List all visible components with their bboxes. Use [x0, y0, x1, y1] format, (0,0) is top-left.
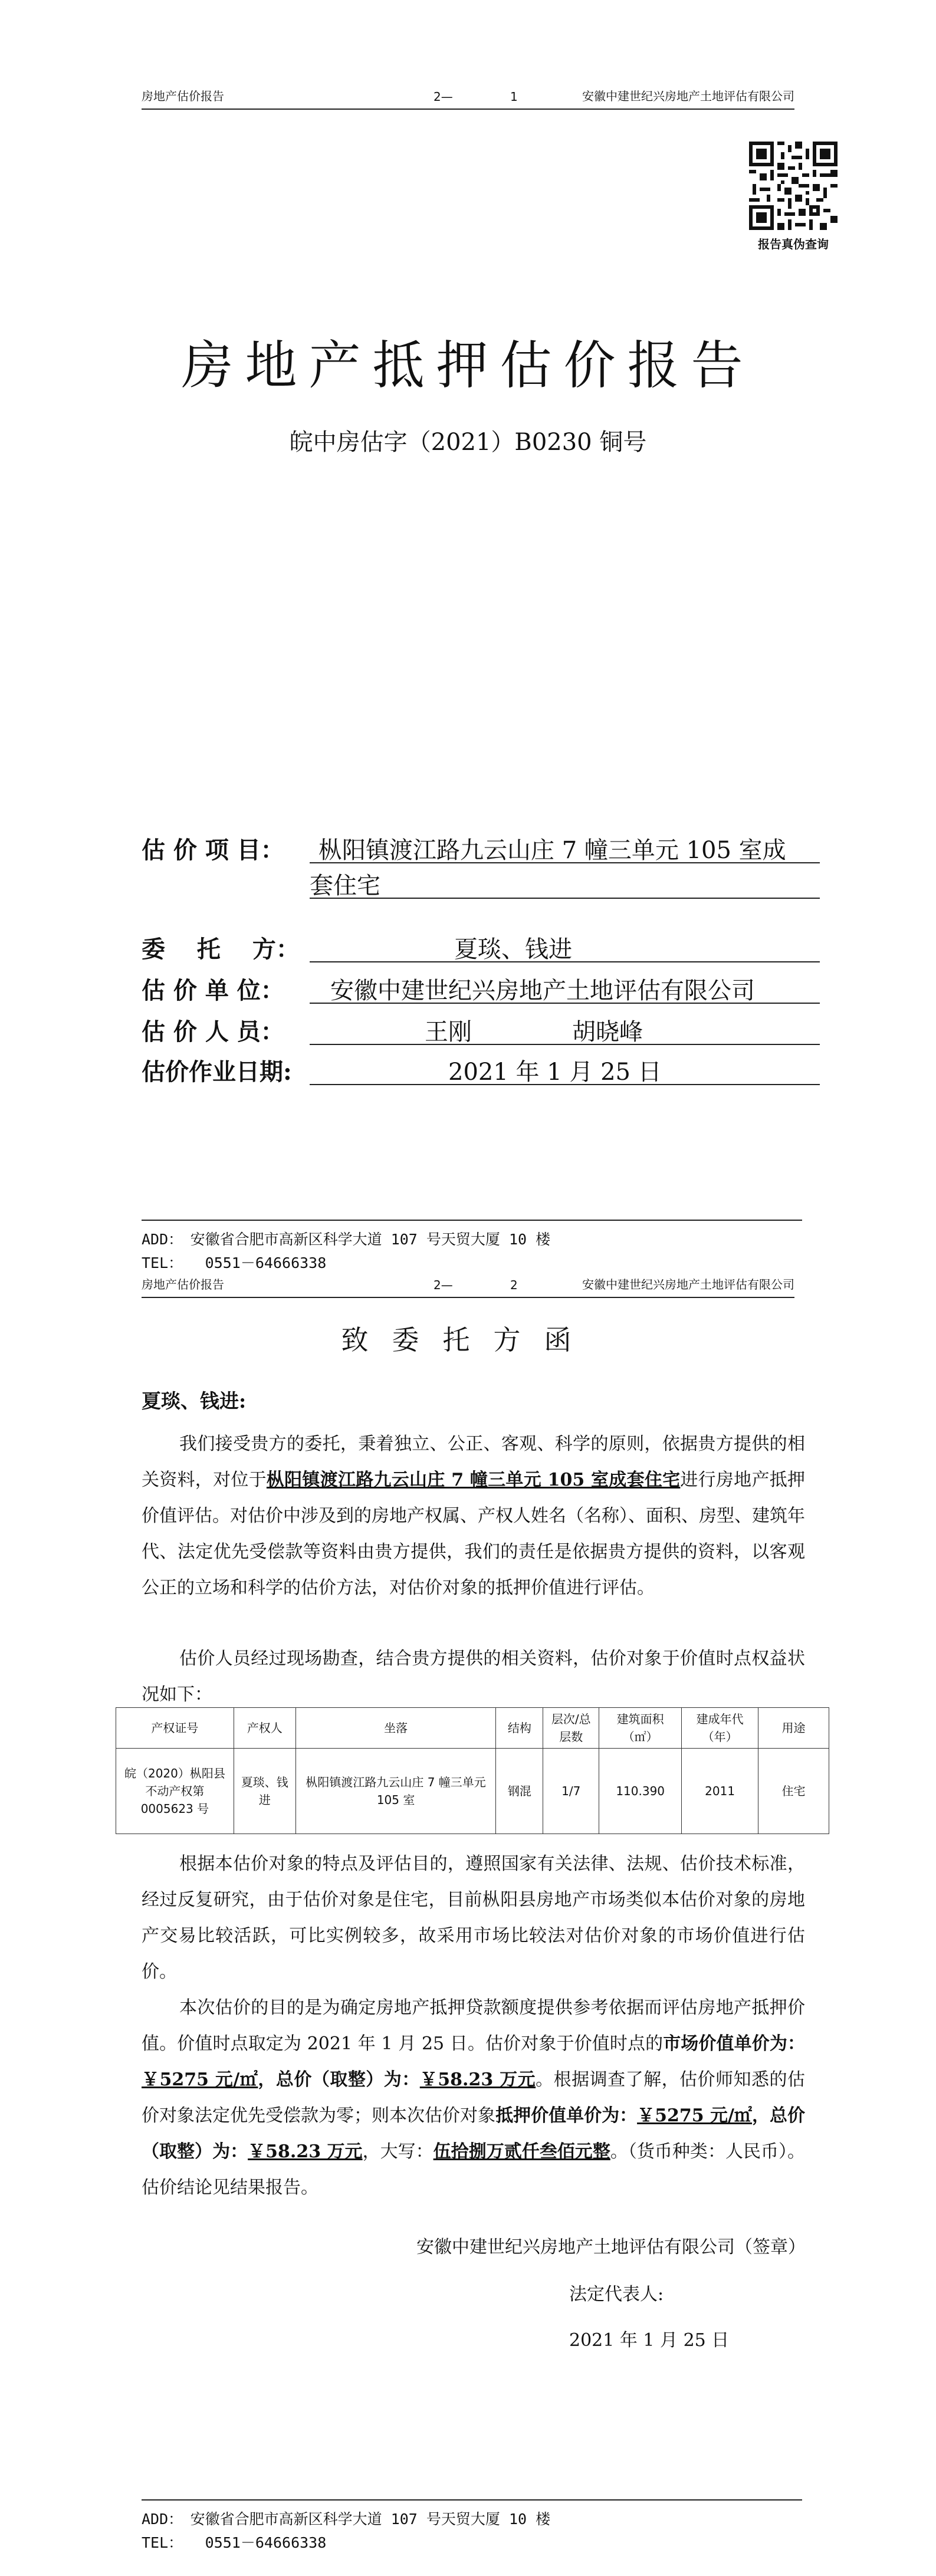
field-client-value: 夏琰、钱进	[454, 936, 572, 963]
field-date-value: 2021 年 1 月 25 日	[448, 1059, 662, 1086]
underline	[310, 961, 820, 962]
underline	[310, 862, 820, 863]
table-header-cell: 建成年代（年）	[682, 1708, 758, 1749]
para4-text-a: 本次估价的目的是为确定房地产抵押贷款额度提供参考依据而评估房地产抵押价值。价值时点取定为 2021 年 1 月 25 日。估价对象于价值时点的	[142, 1997, 805, 2054]
field-appraisers	[142, 1013, 826, 1047]
market-total-label: ，总价（取整）为：	[258, 2069, 420, 2090]
field-project-value-cont: 套住宅	[310, 872, 380, 899]
mortgage-total-price: ￥58.23 万元	[248, 2141, 363, 2162]
underline	[310, 898, 820, 899]
footer-address: ADD： 安徽省合肥市高新区科学大道 107 号天贸大厦 10 楼	[142, 2511, 551, 2528]
footer-tel: TEL： 0551－64666338	[142, 1254, 327, 1271]
footer-divider	[142, 1220, 802, 1221]
field-client	[142, 931, 826, 965]
field-date	[142, 1053, 826, 1087]
qr-code-icon[interactable]	[749, 142, 838, 230]
table-cell: 枞阳镇渡江路九云山庄 7 幢三单元 105 室	[295, 1749, 496, 1834]
footer-divider	[142, 2499, 802, 2501]
header-page-number: 1	[510, 90, 518, 104]
table-cell: 夏琰、钱进	[234, 1749, 295, 1834]
table-header-cell: 结构	[496, 1708, 543, 1749]
para4-text-c: ，大写：	[362, 2141, 433, 2162]
table-cell: 皖（2020）枞阳县不动产权第0005623 号	[116, 1749, 234, 1834]
table-cell: 钢混	[496, 1749, 543, 1834]
table-row	[116, 1749, 829, 1834]
para1-property-address: 枞阳镇渡江路九云山庄 7 幢三单元 105 室成套住宅	[266, 1470, 681, 1490]
para1-text-a: 我们接受贵方的委托，秉着独立、公正、客观、科学的原则，依据贵方提供的相关资料，对位于	[142, 1434, 805, 1490]
qr-code-label: 报告真伪查询	[758, 237, 829, 251]
report-title: 房地产抵押估价报告	[181, 335, 755, 396]
letter-paragraph-1	[142, 1426, 805, 1606]
table-header-cell: 产权证号	[116, 1708, 234, 1749]
para4-text-b: 。根据调查了解，估价师知悉的估价对象法定优先受偿款为零；则本次估价对象	[142, 2069, 806, 2126]
field-unit-value: 安徽中建世纪兴房地产土地评估有限公司	[330, 977, 755, 1004]
para4-text-d: 。（货币种类：人民币）。估价结论见结果报告。	[142, 2141, 806, 2198]
table-header-cell: 产权人	[234, 1708, 295, 1749]
header-page-number: 2	[510, 1278, 518, 1292]
page-header	[142, 1271, 794, 1298]
signature-date: 2021 年 1 月 25 日	[569, 2330, 730, 2351]
underline	[310, 1003, 820, 1004]
cover-page	[0, 0, 936, 1287]
table-header-cell: 建筑面积（㎡）	[599, 1708, 682, 1749]
letter-title: 致委托方函	[341, 1324, 595, 1356]
table-header-cell: 坐落	[295, 1708, 496, 1749]
underline	[310, 1084, 820, 1085]
table-header-row	[116, 1708, 829, 1749]
table-cell: 110.390	[599, 1749, 682, 1834]
field-project	[142, 832, 826, 902]
letter-paragraph-4	[142, 1990, 805, 2206]
field-client-label: 委 托 方：	[142, 935, 300, 963]
table-cell: 1/7	[543, 1749, 599, 1834]
field-unit-label: 估 价 单 位：	[142, 977, 284, 1004]
signature-legal-rep: 法定代表人:	[569, 2284, 664, 2305]
header-company: 安徽中建世纪兴房地产土地评估有限公司	[582, 89, 794, 103]
header-company: 安徽中建世纪兴房地产土地评估有限公司	[582, 1277, 794, 1292]
letter-salutation: 夏琰、钱进:	[142, 1389, 247, 1412]
table-header-cell: 层次/总层数	[543, 1708, 599, 1749]
header-page-prefix: 2—	[433, 1278, 453, 1292]
market-unit-price-label: 市场价值单价为：	[663, 2033, 805, 2054]
report-number: 皖中房估字（2021）B0230 铜号	[289, 429, 647, 456]
header-page-prefix: 2—	[433, 90, 453, 104]
market-total-price: ￥58.23 万元	[419, 2069, 536, 2090]
field-appraiser-1: 王刚	[425, 1018, 472, 1046]
field-appraisers-label: 估 价 人 员：	[142, 1018, 284, 1046]
property-rights-table	[116, 1707, 829, 1834]
mortgage-total-label: ，总价（取整）为：	[142, 2105, 806, 2162]
signature-company: 安徽中建世纪兴房地产土地评估有限公司（签章）	[416, 2237, 806, 2258]
table-cell: 2011	[682, 1749, 758, 1834]
underline	[310, 1044, 820, 1045]
mortgage-unit-price: ￥5275 元/㎡	[637, 2105, 753, 2126]
field-appraiser-2: 胡晓峰	[572, 1018, 643, 1046]
table-header-cell: 用途	[758, 1708, 829, 1749]
para1-text-b: 进行房地产抵押价值评估。对估价中涉及到的房地产权属、产权人姓名（名称）、面积、房型、建筑年代、法定优先受偿款等资料由贵方提供，我们的责任是依据贵方提供的资料，以客观公正的立场和科学的估价方法，对估价对象的抵押价值进行评估。	[142, 1470, 805, 1598]
letter-paragraph-2: 估价人员经过现场勘查，结合贵方提供的相关资料，估价对象于价值时点权益状况如下：	[142, 1648, 805, 1705]
header-report-name: 房地产估价报告	[142, 1277, 224, 1292]
footer-address: ADD： 安徽省合肥市高新区科学大道 107 号天贸大厦 10 楼	[142, 1231, 551, 1248]
table-cell: 住宅	[758, 1749, 829, 1834]
mortgage-total-in-words: 伍拾捌万贰仟叁佰元整	[433, 2141, 610, 2162]
header-report-name: 房地产估价报告	[142, 89, 224, 103]
field-project-label: 估 价 项 目：	[142, 836, 284, 864]
field-unit	[142, 972, 826, 1006]
mortgage-unit-price-label: 抵押价值单价为：	[495, 2105, 638, 2126]
letter-paragraph-3: 根据本估价对象的特点及评估目的，遵照国家有关法律、法规、估价技术标准，经过反复研究，由于估价对象是住宅，目前枞阳县房地产市场类似本估价对象的房地产交易比较活跃，可比实例较多，故采用市场比较法对估价对象的市场价值进行估价。	[142, 1854, 805, 1982]
field-project-value: 枞阳镇渡江路九云山庄 7 幢三单元 105 室成	[318, 837, 786, 864]
market-unit-price: ￥5275 元/㎡	[142, 2069, 258, 2090]
footer-tel: TEL： 0551－64666338	[142, 2534, 327, 2551]
page-header	[142, 83, 794, 110]
field-date-label: 估价作业日期:	[142, 1058, 292, 1086]
